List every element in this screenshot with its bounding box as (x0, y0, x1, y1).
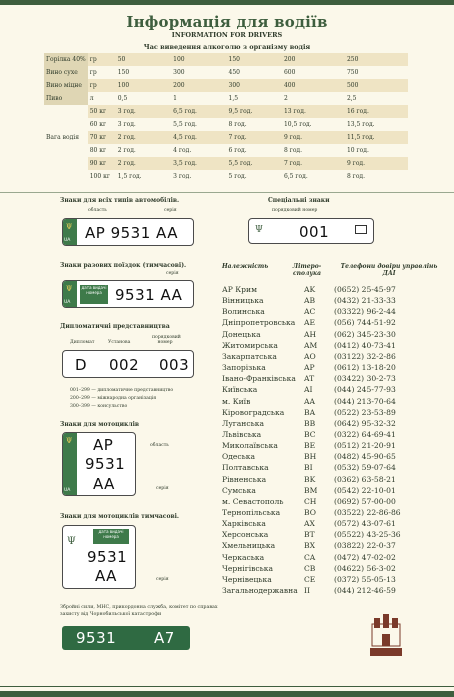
region-name: Чернігівська (222, 563, 274, 573)
region-phone: (0512) 21-20-91 (334, 441, 396, 451)
table-row (44, 53, 408, 66)
weight-cell: 80 кг (88, 144, 116, 157)
region-phone: (0612) 13-18-20 (334, 363, 396, 373)
diplo-label-2: Установа (108, 340, 131, 345)
table-cell: 150 (116, 66, 171, 79)
unit-cell: гр (88, 53, 116, 66)
diplo-note-3: 300–399 — консульство (70, 404, 128, 409)
region-col-header: Належність (222, 263, 269, 270)
table-row (44, 92, 408, 105)
list-item (222, 507, 448, 518)
region-name: м. Київ (222, 396, 251, 406)
drink-label: Горілка 40% (44, 53, 88, 66)
region-name: Загальнодержавна (222, 586, 298, 596)
drink-label: Вино міцне (44, 79, 88, 92)
table-row (44, 66, 408, 79)
table-cell: 9 год. (345, 157, 408, 170)
weight-label-cell: Вага водія (44, 131, 88, 144)
series-label: серія (166, 271, 179, 276)
table-row (44, 105, 408, 118)
trident-icon: Ψ (67, 536, 76, 547)
region-name: Луганська (222, 418, 265, 428)
table-cell: 5 год. (227, 170, 282, 183)
table-cell: 50 (116, 53, 171, 66)
issue-date-stamp: дата видачі номера (80, 285, 108, 304)
region-name: Черкаська (222, 552, 265, 562)
list-item (222, 552, 448, 563)
region-name: Запорізька (222, 363, 266, 373)
drink-label: Пиво (44, 92, 88, 105)
region-code: AO (304, 351, 316, 361)
table-cell: 250 (345, 53, 408, 66)
table-cell: 150 (227, 53, 282, 66)
plate-series: A7 (154, 629, 175, 647)
ua-flag: Ψ UA (63, 433, 77, 495)
weight-label-cell (44, 170, 88, 183)
region-code: AB (304, 296, 316, 306)
plate-motorcycle-temp (62, 525, 136, 589)
region-code: CH (304, 496, 317, 506)
weight-label-cell (44, 157, 88, 170)
region-code: AE (304, 318, 316, 328)
region-code: BT (304, 530, 315, 540)
weight-cell: 50 кг (88, 105, 116, 118)
castle-logo (366, 610, 406, 658)
table-cell: 500 (345, 79, 408, 92)
region-name: Івано-Франківська (222, 374, 296, 384)
region-name: Донецька (222, 329, 261, 339)
region-name: Херсонська (222, 530, 269, 540)
region-name: Кіровоградська (222, 407, 285, 417)
region-name: Дніпропетровська (222, 318, 296, 328)
table-cell: 4 год. (171, 144, 226, 157)
list-item (222, 329, 448, 340)
region-phone: (03522) 22-86-86 (334, 508, 401, 517)
table-cell: 7 год. (282, 157, 345, 170)
region-phone: (03822) 22-0-37 (334, 541, 396, 551)
series-label: серія (156, 577, 169, 582)
region-name: Закарпатська (222, 351, 277, 361)
region-name: Київська (222, 385, 258, 395)
all-signs-title: Знаки для всіх типів автомобілів. (60, 197, 180, 204)
code-col-header: Літеро-сполука (292, 263, 322, 277)
diplo-label-1: Дипломат (70, 340, 95, 345)
list-item (222, 284, 448, 295)
table-cell: 300 (227, 79, 282, 92)
list-item (222, 384, 448, 395)
region-table (222, 284, 448, 599)
region-code: AM (304, 340, 318, 350)
table-cell: 200 (282, 53, 345, 66)
region-name: м. Севастополь (222, 496, 284, 506)
region-name: Тернопільська (222, 508, 281, 517)
list-item (222, 306, 448, 317)
table-cell: 8 год. (345, 170, 408, 183)
region-code: CE (304, 574, 316, 584)
divider (0, 192, 454, 193)
weight-label-cell (44, 144, 88, 157)
table-cell: 8 год. (282, 144, 345, 157)
table-cell: 5,5 год. (171, 118, 226, 131)
region-code: BH (304, 452, 317, 462)
flag-icon (355, 225, 367, 234)
list-item (222, 474, 448, 485)
region-code: AK (304, 285, 316, 294)
table-cell: 6,5 год. (282, 170, 345, 183)
list-item (222, 429, 448, 440)
table-cell: 9 год. (282, 131, 345, 144)
diplo-note-1: 001–299 — дипломатичне представництво (70, 388, 174, 393)
region-name: Одеська (222, 452, 256, 462)
army-note: Збройні сили, МНС, прикордонна служба, комітет по справах захисту від Чорнобильської катастрофи (60, 605, 218, 617)
region-phone: (0482) 45-90-65 (334, 452, 396, 462)
list-item (222, 373, 448, 384)
region-phone: (0532) 59-07-64 (334, 463, 396, 473)
table-row (44, 118, 408, 131)
region-phone: (0372) 55-05-13 (334, 574, 396, 584)
region-phone: (044) 213-70-64 (334, 396, 396, 406)
region-phone: (0522) 23-53-89 (334, 407, 396, 417)
weight-cell: 90 кг (88, 157, 116, 170)
region-code: II (304, 586, 310, 596)
ua-flag: Ψ UA (63, 219, 77, 245)
plate-diplomatic (62, 350, 194, 378)
moto-temp-title: Знаки для мотоциклів тимчасові. (60, 513, 179, 520)
moto-title: Знаки для мотоциклів (60, 421, 140, 428)
table-cell: 11,5 год. (345, 131, 408, 144)
special-signs-title: Спеціальні знаки (268, 197, 330, 204)
region-phone: (0572) 43-07-61 (334, 519, 396, 529)
table-cell: 2,5 (345, 92, 408, 105)
region-name: Рівненська (222, 474, 267, 484)
plate-number: 001 (299, 223, 330, 241)
region-code: BI (304, 463, 313, 473)
plate-series: AA (95, 567, 117, 585)
region-phone: (03422) 30-2-73 (334, 374, 396, 384)
region-name: Хмельницька (222, 541, 276, 551)
table-cell: 13,5 год. (345, 118, 408, 131)
region-code: AI (304, 385, 313, 395)
table-cell: 600 (282, 66, 345, 79)
list-item (222, 295, 448, 306)
region-phone: (056) 744-51-92 (334, 318, 396, 328)
table-cell: 7 год. (227, 131, 282, 144)
region-name: Миколаївська (222, 441, 278, 451)
table-cell: 9,5 год. (227, 105, 282, 118)
list-item (222, 362, 448, 373)
region-phone: (0642) 95-32-32 (334, 418, 396, 428)
list-item (222, 462, 448, 473)
unit-cell: гр (88, 79, 116, 92)
list-item (222, 496, 448, 507)
region-phone: (0542) 22-10-01 (334, 485, 396, 495)
trident-icon: Ψ (66, 285, 73, 293)
list-item (222, 407, 448, 418)
page-subtitle: INFORMATION FOR DRIVERS (171, 31, 283, 39)
list-item (222, 485, 448, 496)
table-cell: 2 год. (116, 131, 171, 144)
table-cell: 8 год. (227, 118, 282, 131)
region-code: CA (304, 552, 316, 562)
region-phone: (0412) 40-73-41 (334, 340, 396, 350)
list-item (222, 396, 448, 407)
region-name: Волинська (222, 307, 265, 317)
table-cell: 2 год. (116, 157, 171, 170)
plate-special (248, 218, 374, 244)
table-cell: 6 год. (227, 144, 282, 157)
bottom-line (0, 686, 454, 687)
series-label: серія (156, 486, 169, 491)
plate-number: AP 9531 AA (85, 224, 178, 242)
list-item (222, 540, 448, 551)
region-code: BB (304, 418, 316, 428)
list-item (222, 340, 448, 351)
temp-signs-title: Знаки разових поїздок (тимчасові). (60, 262, 187, 269)
plate-all (62, 218, 194, 246)
table-cell: 450 (227, 66, 282, 79)
trident-icon: Ψ (255, 225, 263, 235)
list-item (222, 518, 448, 529)
region-code: BA (304, 407, 316, 417)
table-cell: 13 год. (282, 105, 345, 118)
region-label: область (150, 443, 169, 448)
region-code: BK (304, 474, 316, 484)
region-name: Полтавська (222, 463, 269, 473)
region-code: BX (304, 541, 315, 551)
region-code: AP (304, 363, 315, 373)
region-label: область (88, 208, 107, 213)
table-row (44, 131, 408, 144)
region-code: BO (304, 508, 316, 517)
list-item (222, 574, 448, 585)
list-item (222, 317, 448, 328)
alcohol-table (44, 53, 408, 183)
ordinal-label: порядковий номер (272, 208, 318, 213)
list-item (222, 351, 448, 362)
list-item (222, 529, 448, 540)
table-cell: 10,5 год. (282, 118, 345, 131)
region-phone: (0692) 57-00-00 (334, 496, 396, 506)
table-cell: 3,5 год. (171, 157, 226, 170)
table-cell: 4,5 год. (171, 131, 226, 144)
page-title: Інформація для водіїв (126, 13, 328, 31)
region-phone: (0322) 64-69-41 (334, 429, 396, 439)
region-phone: (05522) 43-25-36 (334, 530, 401, 540)
unit-cell: гр (88, 66, 116, 79)
table-cell: 300 (171, 66, 226, 79)
table-cell: 400 (282, 79, 345, 92)
region-name: Сумська (222, 485, 256, 495)
table-cell: 3 год. (116, 105, 171, 118)
region-name: Вінницька (222, 296, 264, 306)
region-phone: (062) 345-23-30 (334, 329, 396, 339)
region-name: Харківська (222, 519, 266, 529)
table-row (44, 144, 408, 157)
ua-flag: Ψ UA (63, 281, 77, 307)
region-name: Чернівецька (222, 574, 272, 584)
table-cell: 5,5 год. (227, 157, 282, 170)
table-cell: 0,5 (116, 92, 171, 105)
table-cell: 750 (345, 66, 408, 79)
table-cell: 1,5 год. (116, 170, 171, 183)
list-item (222, 418, 448, 429)
plate-motorcycle (62, 432, 136, 496)
region-code: BE (304, 441, 316, 451)
region-code: AX (304, 519, 315, 529)
region-code: AH (304, 329, 317, 339)
weight-cell: 100 кг (88, 170, 116, 183)
plate-number: 9531 (76, 629, 117, 647)
region-phone: (0362) 63-58-21 (334, 474, 396, 484)
region-phone: (044) 212-46-59 (334, 586, 396, 596)
table-cell: 3 год. (116, 118, 171, 131)
region-phone: (0472) 47-02-02 (334, 552, 396, 562)
trident-icon: Ψ (66, 223, 73, 231)
table-cell: 16 год. (345, 105, 408, 118)
table-cell: 2 год. (116, 144, 171, 157)
table-cell: 1 (171, 92, 226, 105)
region-code: BM (304, 485, 318, 495)
table-cell: 1,5 (227, 92, 282, 105)
region-code: CB (304, 563, 316, 573)
region-code: AT (304, 374, 315, 384)
phone-col-header: Телефони довіри управлінь ДАІ (340, 263, 438, 277)
table-cell: 100 (171, 53, 226, 66)
list-item (222, 440, 448, 451)
weight-label-cell (44, 118, 88, 131)
weight-cell: 70 кг (88, 131, 116, 144)
table-cell: 10 год. (345, 144, 408, 157)
table-cell: 100 (116, 79, 171, 92)
trident-icon: Ψ (66, 437, 73, 445)
diplo-label-3: порядковий номер (152, 335, 181, 345)
drink-label: Вино сухе (44, 66, 88, 79)
issue-date-stamp: дата видачі номера (93, 529, 129, 544)
series-label: серія (164, 208, 177, 213)
diplo-note-2: 200–299 — міжнародна організація (70, 396, 157, 401)
region-phone: (044) 245-77-93 (334, 385, 396, 395)
plate-number: 9531 AA (115, 286, 183, 304)
region-name: Житомирська (222, 340, 278, 350)
list-item (222, 563, 448, 574)
plate-number: 9531 (87, 548, 128, 566)
table-cell: 3 год. (171, 170, 226, 183)
list-item (222, 585, 448, 596)
unit-cell: л (88, 92, 116, 105)
region-code: AA (304, 396, 315, 406)
plate-region: AP (93, 436, 114, 454)
plate-part-d: D (75, 356, 88, 374)
plate-army (62, 626, 190, 650)
region-phone: (03322) 96-2-44 (334, 307, 396, 317)
region-code: AC (304, 307, 316, 317)
plate-part-institution: 002 (109, 356, 140, 374)
table-cell: 6,5 год. (171, 105, 226, 118)
weight-label-cell (44, 105, 88, 118)
diplo-title: Дипломатичні представництва (60, 323, 170, 330)
top-border (0, 0, 454, 5)
region-name: АР Крим (222, 285, 257, 294)
region-name: Львівська (222, 429, 262, 439)
table-row (44, 157, 408, 170)
table-row (44, 79, 408, 92)
list-item (222, 451, 448, 462)
plate-series: AA (93, 475, 115, 493)
table-row (44, 170, 408, 183)
plate-part-ordinal: 003 (159, 356, 190, 374)
table-cell: 2 (282, 92, 345, 105)
region-phone: (03122) 32-2-86 (334, 351, 396, 361)
bottom-border (0, 691, 454, 697)
table-cell: 200 (171, 79, 226, 92)
region-phone: (04622) 56-3-02 (334, 563, 396, 573)
region-phone: (0432) 21-33-33 (334, 296, 396, 306)
plate-temporary (62, 280, 194, 308)
region-phone: (0652) 25-45-97 (334, 285, 396, 294)
table-caption: Час виведення алкоголю з організму водія (143, 43, 311, 51)
plate-number: 9531 (85, 455, 126, 473)
region-code: BC (304, 429, 316, 439)
weight-cell: 60 кг (88, 118, 116, 131)
